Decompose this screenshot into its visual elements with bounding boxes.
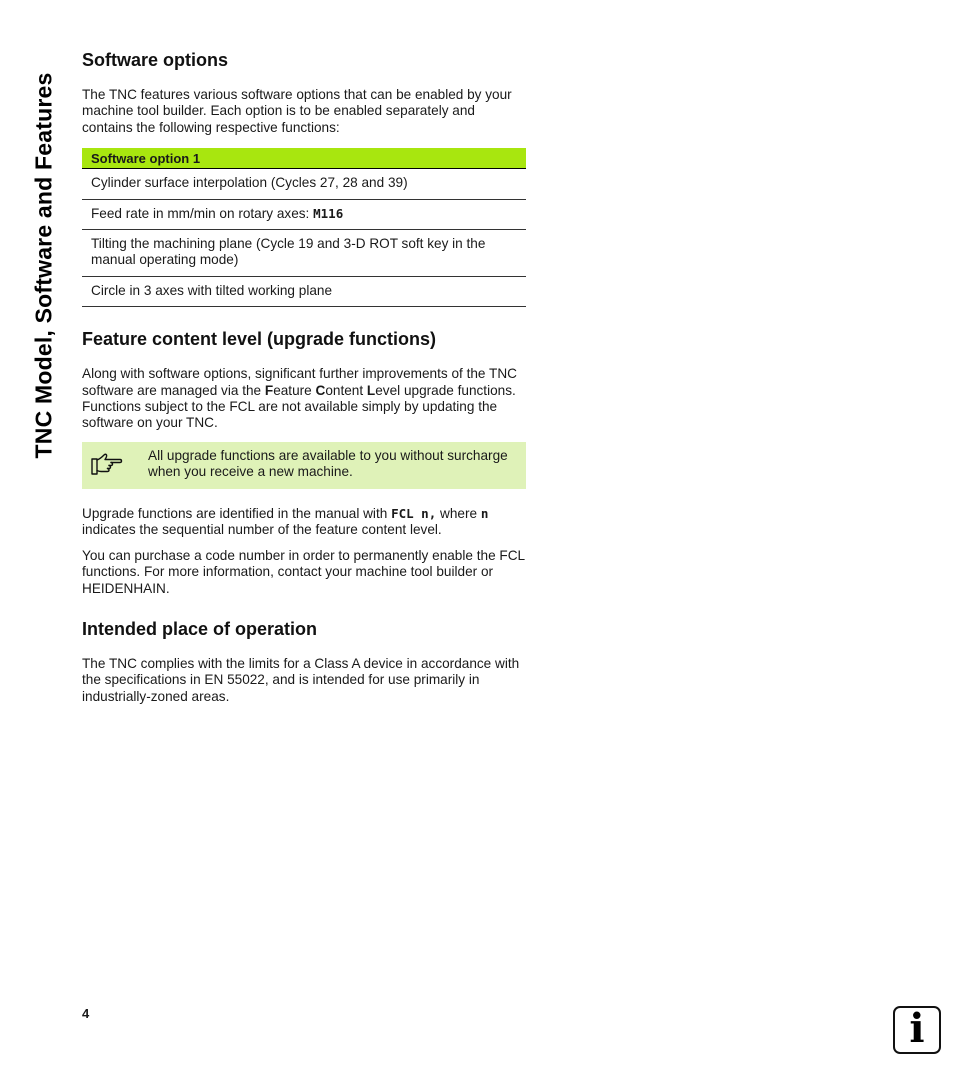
info-icon[interactable] <box>893 1006 941 1054</box>
info-glyph: i <box>909 1005 925 1052</box>
heading-intended-place: Intended place of operation <box>82 618 318 639</box>
fcl-paragraph-2 <box>82 506 526 539</box>
fcl-p1-text-end: evel upgrade functions. Functions subject to the FCL are not available simply by updating the software on your TNC. <box>82 382 516 431</box>
software-option-table <box>82 148 526 307</box>
main-content <box>82 47 526 705</box>
side-chapter-title <box>22 50 66 480</box>
fcl-letter-c: C <box>315 382 326 398</box>
table-cell-text: Feed rate in mm/min on rotary axes: <box>91 205 314 221</box>
fcl-p1-text: Along with software options, significant further improvements of the TNC software are managed via the <box>82 366 517 398</box>
table-row <box>82 276 526 306</box>
intended-place-text: The TNC complies with the limits for a Class A device in accordance with the specifications in EN 55022, and is intended for use primarily in industrially-zoned areas. <box>82 655 520 704</box>
fcl-f-rest: eature <box>273 382 316 398</box>
fcl-p2-text: Upgrade functions are identified in the manual with <box>82 505 392 521</box>
fcl-paragraph-1 <box>82 366 526 432</box>
note-text: All upgrade functions are available to you without surcharge when you receive a new machine. <box>148 447 508 480</box>
n-code: n <box>480 505 489 521</box>
fcl-letter-l: L <box>366 382 376 398</box>
table-cell: Tilting the machining plane (Cycle 19 and 3-D ROT soft key in the manual operating mode) <box>82 230 526 277</box>
table-row <box>82 230 526 277</box>
heading-software-options: Software options <box>82 50 229 70</box>
side-chapter-title-text: TNC Model, Software and Features <box>30 72 57 458</box>
heading-feature-content-level: Feature content level (upgrade functions) <box>82 329 437 350</box>
fcl-letter-f: F <box>264 382 274 398</box>
fcl-p2-text-end: indicates the sequential number of the feature content level. <box>82 522 442 538</box>
fcl-p2-where: where <box>436 505 481 521</box>
table-cell <box>82 199 526 229</box>
software-option-table-header: Software option 1 <box>82 148 526 169</box>
table-cell: Circle in 3 axes with tilted working plane <box>82 276 526 306</box>
table-row <box>82 199 526 229</box>
fcl-c-rest: ontent <box>325 382 367 398</box>
m116-code: M116 <box>313 205 344 221</box>
note-box <box>82 442 526 489</box>
table-cell: Cylinder surface interpolation (Cycles 27, 28 and 39) <box>82 169 526 199</box>
fcl-paragraph-3: You can purchase a code number in order to permanently enable the FCL functions. For more information, contact your machine tool builder or HEIDENHAIN. <box>82 547 525 596</box>
page-number: 4 <box>82 1006 90 1021</box>
fcl-code: FCL n, <box>391 505 437 521</box>
software-options-intro: The TNC features various software options that can be enabled by your machine tool builder. Each option is to be enabled separately and contains the following respective functions: <box>82 87 512 135</box>
pointing-hand-icon <box>91 450 123 478</box>
table-row <box>82 169 526 199</box>
